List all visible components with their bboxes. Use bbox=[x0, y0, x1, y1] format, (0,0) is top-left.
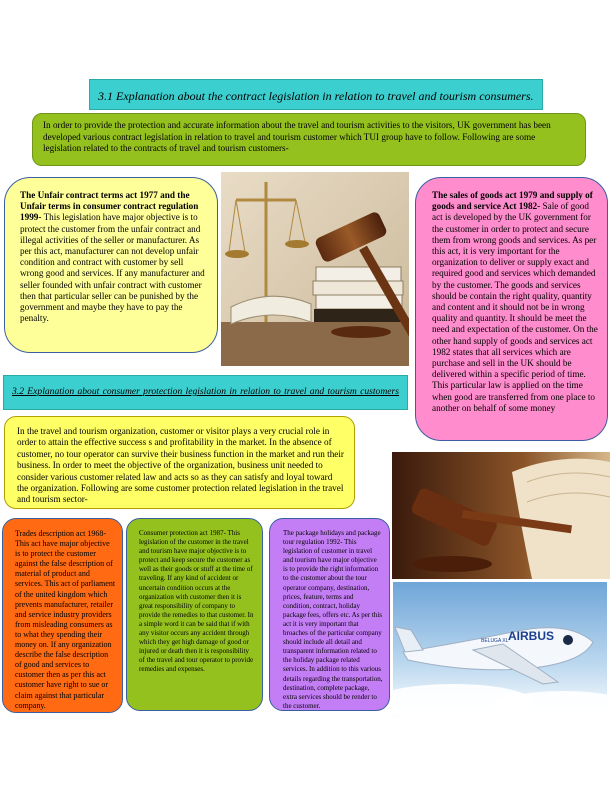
travel-intro-box: In the travel and tourism organization, customer or visitor plays a very crucial role in order to attain the effective success s and profitability in the market. In the absence of customer, no tour operator can survive their business function in the market and run their business. In order to meet the objective of the organization, business unit needed to consider various customer related law and acts so as they can satisfy and loyal toward the organization. Following are some customer protection related legislation in the travel and tourism sector- bbox=[4, 416, 355, 509]
unfair-contract-body: This legislation have major objective is to protect the customer from the unfair contract and illegal activities of the seller or manufacturer. As per this act, manufacturer can not develop unfair condition and contract with customer by sell wrong good and services. If any manufacturer and seller founded with unfair contract with customer then that particular seller can be punished by the government and maybe they have to pay the penalty. bbox=[20, 212, 205, 324]
section-title: 3.1 Explanation about the contract legislation in relation to travel and tourism consumers. bbox=[89, 79, 543, 110]
airplane-brand-text: AIRBUS bbox=[508, 629, 555, 643]
sale-of-goods-body: Sale of good act is developed by the UK government for the customer in order to protect and secure them from wrong goods and services. As per this act, it is very important for the organization to deliver or supply exact and required good and services which demanded by the customer. The goods and services should be contain the right quality, quantity and content and it should not be in wrong quality and quantity. It should be meet the need and expectation of the customer. On the other hand supply of goods and services act 1982 states that all services which are purchase and sell in the UK should be delivered within a specific period of time. This particular law is applied on the time when good are transferred from one place to another on behalf of some money bbox=[432, 201, 598, 413]
gavel-scales-books-photo bbox=[221, 172, 409, 366]
sale-of-goods-box bbox=[415, 177, 608, 441]
trades-description-box: Trades description act 1968- This act have major objective is to protect the customer against the false description of material of product and services. This act of parliament of the united kingdom which prevents manufacturer, retailer and service industry providers from misleading consumers as to what they spending their money on. If any organization describe the false description of good and services to customer then as per this act customer have right to sue or claim against that particular company. bbox=[2, 518, 123, 713]
package-holidays-box: The package holidays and package tour regulation 1992- This legislation of customer in travel and tourism have major objective is to provide the right information to the customer about the tour operator company, destination, prices, feature, terms and condition, contract, holiday package fees, offers etc. As per this act it is very important that broaches of the particular company should include all detail and transparent information related to the holiday package related services. In addition to this various details regarding the transportation, destination, complete package, extra services should be render to the customer. bbox=[269, 518, 390, 711]
consumer-protection-act-box: Consumer protection act 1987- This legislation of the customer in the travel and tourism have major objective is to protect and keep secure the customer as well as their goods or stuff at the time of traveling. If any kind of accident or uncertain condition occurs at the organization with customer then it is great responsibility of company to provide the remedies to that customer. In a simple word it can be said that if with any visitor occurs any accident through which they get high damage of good or injured or death then it is responsibility of the travel and tour operator to provide remedies and expenses. bbox=[126, 518, 263, 711]
airbus-beluga-airplane-photo bbox=[393, 582, 607, 719]
consumer-protection-heading: 3.2 Explanation about consumer protection legislation in relation to travel and tourism customers bbox=[3, 375, 408, 410]
sale-of-goods-heading: The sales of goods act 1979 and supply of goods and service Act 1982- bbox=[432, 190, 593, 212]
unfair-contract-heading: The Unfair contract terms act 1977 and the Unfair terms in consumer contract regulation 1999- bbox=[20, 190, 199, 223]
airplane-sub-text: BELUGA XL bbox=[481, 638, 509, 644]
unfair-contract-box bbox=[4, 177, 218, 353]
gavel-open-book-photo bbox=[392, 452, 610, 579]
intro-box: In order to provide the protection and accurate information about the travel and tourism activities to the visitors, UK government has been developed various contract legislation in relation to travel and tourism customer which TUI group have to follow. Following are some legislation related to the contracts of travel and tourism customers- bbox=[32, 113, 586, 166]
